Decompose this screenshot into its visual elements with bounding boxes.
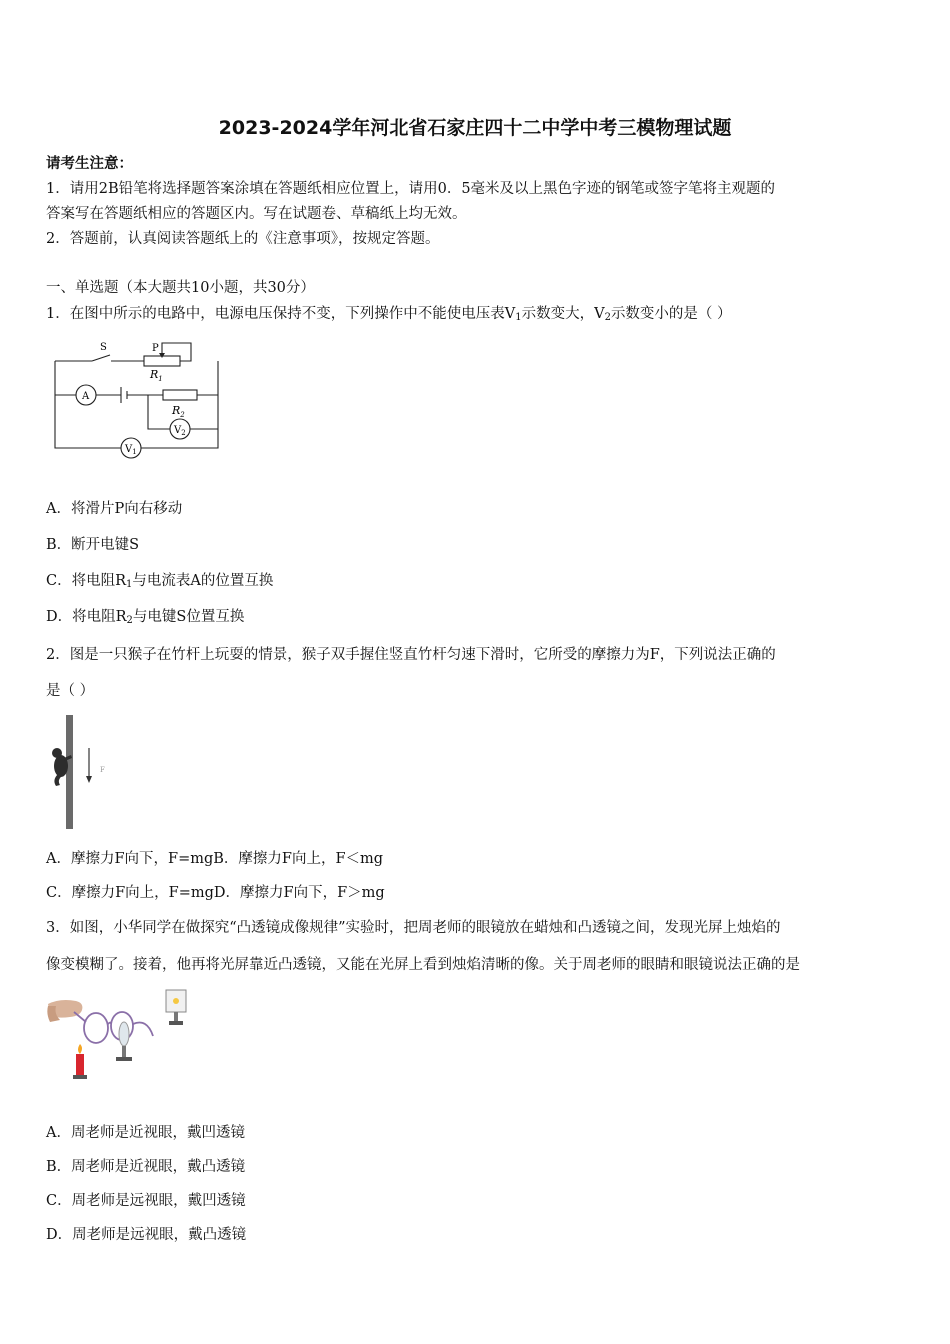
r2-label: $R_2$ xyxy=(172,404,185,419)
q2-stem-line-2: 是（ ） xyxy=(46,683,95,699)
switch-label: S xyxy=(100,342,107,353)
notice-line-3: 2．答题前，认真阅读答题纸上的《注意事项》，按规定答题。 xyxy=(46,231,440,247)
ammeter-label: A xyxy=(82,391,90,402)
r1-label: $R_1$ xyxy=(150,368,163,383)
q1-circuit-diagram xyxy=(44,334,234,462)
slider-label: P xyxy=(152,343,159,354)
q2-options-ab: A．摩擦力F向下，F=mgB．摩擦力F向上，F＜mg xyxy=(46,851,384,867)
q1-stem: 1．在图中所示的电路中，电源电压保持不变，下列操作中不能使电压表$V_1$示数变大，$V_2$示数变小的是（ ） xyxy=(46,306,732,323)
bamboo-pole xyxy=(66,715,73,829)
section-heading: 一、单选题（本大题共10小题，共30分） xyxy=(46,280,315,296)
q1-option-a: A．将滑片P向右移动 xyxy=(46,501,183,517)
candle xyxy=(76,1054,84,1076)
eyeglasses xyxy=(74,1012,153,1043)
q3-stem-line-1: 3．如图，小华同学在做探究“凸透镜成像规律”实验时，把周老师的眼镜放在蜡烛和凸透镜之间，发现光屏上烛焰的 xyxy=(46,920,781,936)
q3-option-b: B．周老师是近视眼，戴凸透镜 xyxy=(46,1159,246,1175)
q3-option-c: C．周老师是远视眼，戴凹透镜 xyxy=(46,1193,246,1209)
q2-stem-line-1: 2．图是一只猴子在竹杆上玩耍的情景，猴子双手握住竖直竹杆匀速下滑时，它所受的摩擦力为F，下列说法正确的 xyxy=(46,647,776,663)
v1-label: $V_1$ xyxy=(125,444,137,456)
v2-label: $V_2$ xyxy=(174,425,186,437)
notice-line-2: 答案写在答题纸相应的答题区内。写在试题卷、草稿纸上均无效。 xyxy=(46,206,467,222)
q3-option-d: D．周老师是远视眼，戴凸透镜 xyxy=(46,1227,247,1243)
q2-monkey-figure xyxy=(44,712,114,832)
q1-option-d: D．将电阻$R_2$与电键S位置互换 xyxy=(46,609,245,626)
q3-option-a: A．周老师是近视眼，戴凹透镜 xyxy=(46,1125,245,1141)
force-label: F xyxy=(100,766,105,774)
q2-options-cd: C．摩擦力F向上，F=mgD．摩擦力F向下，F＞mg xyxy=(46,885,385,901)
convex-lens xyxy=(119,1022,129,1046)
q3-lens-experiment-figure xyxy=(44,984,196,1088)
q1-option-b: B．断开电键S xyxy=(46,537,140,553)
q1-option-c: C．将电阻$R_1$与电流表A的位置互换 xyxy=(46,573,274,590)
notice-line-1: 1．请用2B铅笔将选择题答案涂填在答题纸相应位置上，请用0．5毫米及以上黑色字迹的钢笔或签字笔将主观题的 xyxy=(46,181,776,197)
notice-heading: 请考生注意： xyxy=(46,155,133,172)
q3-stem-line-2: 像变模糊了。接着，他再将光屏靠近凸透镜，又能在光屏上看到烛焰清晰的像。关于周老师的眼睛和眼镜说法正确的是 xyxy=(46,957,800,973)
page-title: 2023-2024学年河北省石家庄四十二中学中考三模物理试题 xyxy=(218,117,732,139)
